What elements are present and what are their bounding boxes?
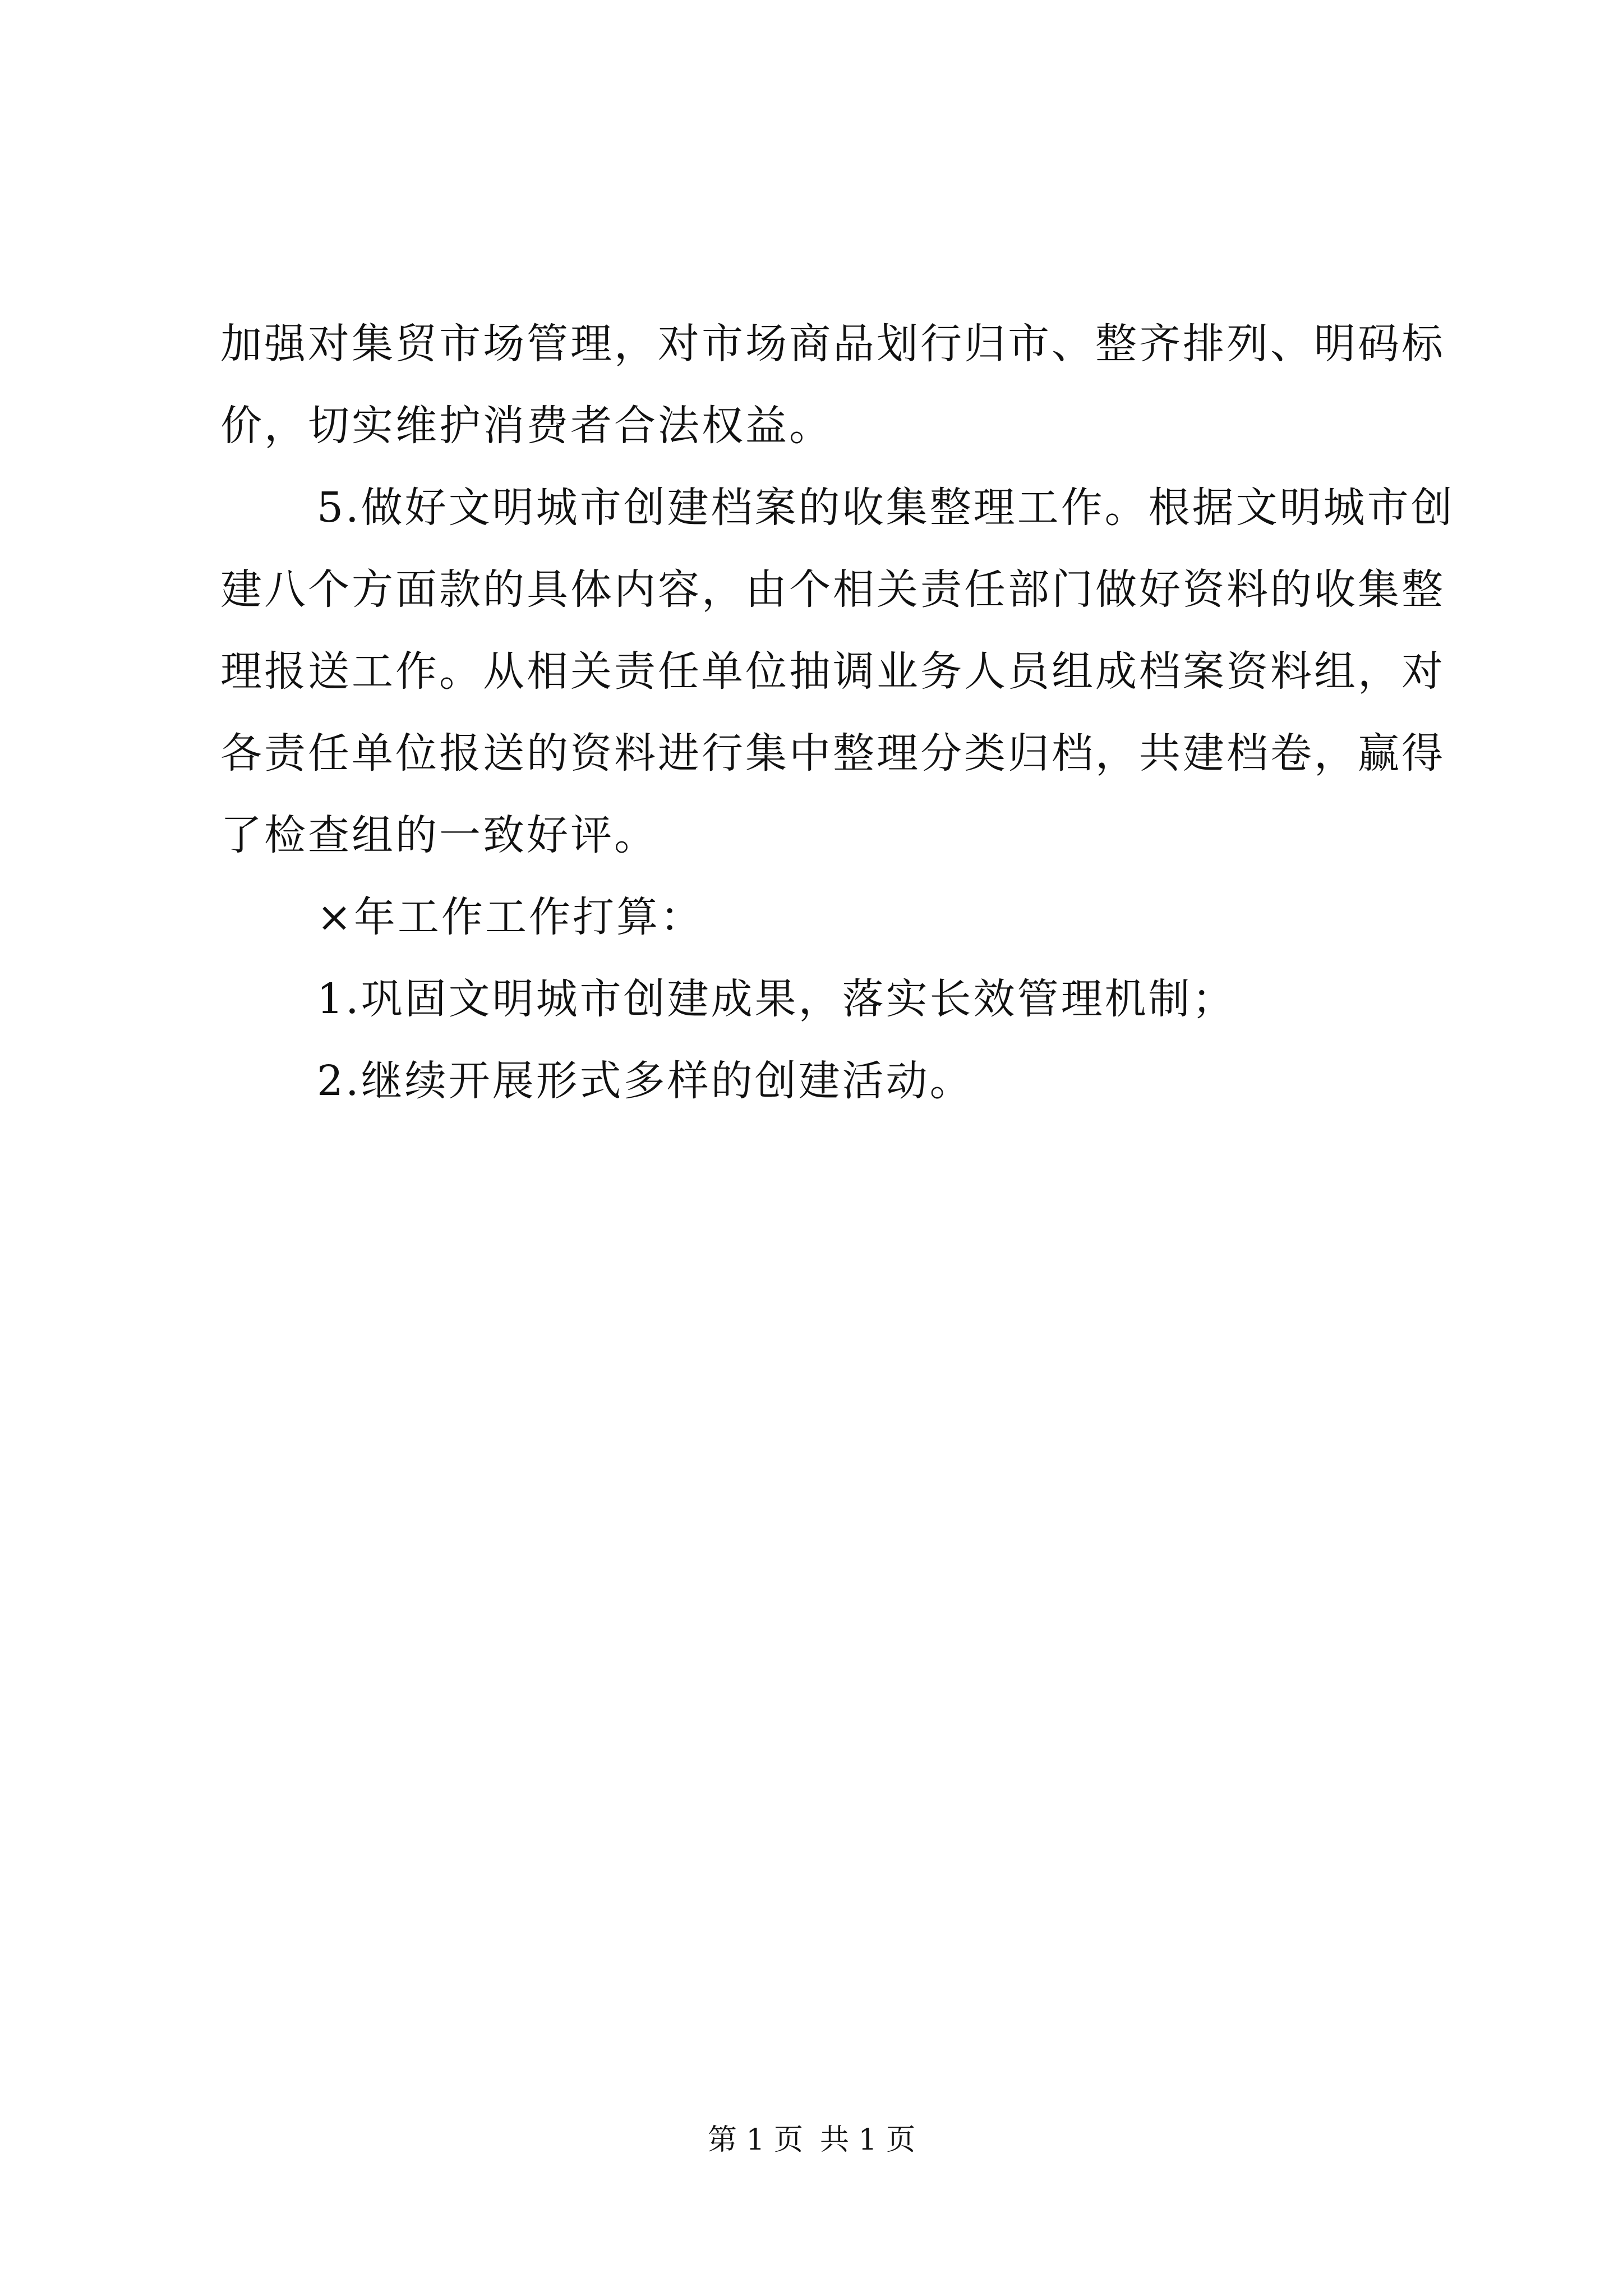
section-heading: ×年工作工作打算： xyxy=(317,893,704,941)
paragraph-line: 建八个方面款的具体内容，由个相关责任部门做好资料的收集整 xyxy=(220,565,1445,614)
page-number-current: 第 1 页 xyxy=(707,2123,803,2157)
document-body xyxy=(220,303,1455,1122)
list-item: 2.继续开展形式多样的创建活动。 xyxy=(317,1057,974,1105)
paragraph-line: 加强对集贸市场管理，对市场商品划行归市、整齐排列、明码标 xyxy=(220,320,1445,368)
paragraph-line: 价，切实维护消费者合法权益。 xyxy=(220,402,833,450)
paragraph-line: 了检查组的一致好评。 xyxy=(220,811,658,859)
paragraph-line: 理报送工作。从相关责任单位抽调业务人员组成档案资料组，对 xyxy=(220,647,1445,696)
page-footer xyxy=(0,2120,1623,2160)
list-item: 1.巩固文明城市创建成果，落实长效管理机制； xyxy=(317,975,1236,1023)
paragraph-line: 各责任单位报送的资料进行集中整理分类归档，共建档卷，赢得 xyxy=(220,729,1445,777)
page-number-total: 共 1 页 xyxy=(820,2123,916,2157)
paragraph-line: 5.做好文明城市创建档案的收集整理工作。根据文明城市创 xyxy=(317,484,1455,532)
